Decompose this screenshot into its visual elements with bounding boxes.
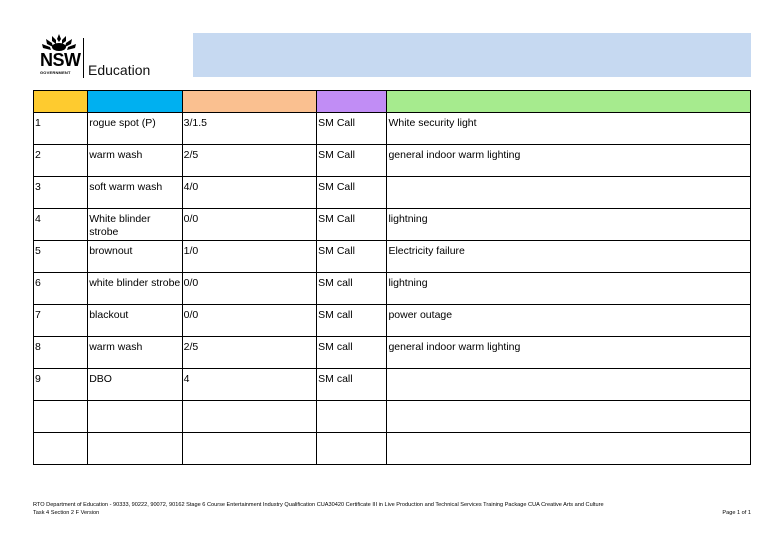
cell-num: 3 [34,177,88,209]
cell-num: 8 [34,337,88,369]
cell-level: 2/5 [182,145,317,177]
cell-num: 5 [34,241,88,273]
lighting-cue-table [33,90,751,465]
table-row [34,401,751,433]
cell-call: SM call [317,369,387,401]
table-row [34,241,751,273]
cell-level: 2/5 [182,337,317,369]
cell-call: SM call [317,337,387,369]
cell-level [182,433,317,465]
table-row [34,273,751,305]
cell-name [88,401,182,433]
page-number: Page 1 of 1 [722,510,751,516]
footer-line-2: Task 4 Section 2 F Version [33,510,100,516]
table-row [34,433,751,465]
cell-notes [387,433,751,465]
header-cell-4 [317,91,387,113]
header-title-box [193,33,751,77]
cell-notes: general indoor warm lighting [387,145,751,177]
cell-name: DBO [88,369,182,401]
cell-num: 7 [34,305,88,337]
cell-name: warm wash [88,337,182,369]
cell-num [34,401,88,433]
cell-num: 2 [34,145,88,177]
cell-notes: lightning [387,209,751,241]
table-row [34,305,751,337]
cell-name [88,433,182,465]
cell-notes: power outage [387,305,751,337]
cell-level: 0/0 [182,209,317,241]
cell-num: 1 [34,113,88,145]
cell-num: 4 [34,209,88,241]
cell-notes [387,401,751,433]
cell-num: 6 [34,273,88,305]
cell-name: brownout [88,241,182,273]
cell-level: 0/0 [182,305,317,337]
header-cell-2 [88,91,182,113]
logo-nsw-text: NSW [40,50,81,70]
cell-notes: White security light [387,113,751,145]
cell-notes: lightning [387,273,751,305]
cell-notes: Electricity failure [387,241,751,273]
cell-call: SM Call [317,113,387,145]
cell-name: blackout [88,305,182,337]
cell-call: SM call [317,305,387,337]
table-header-row [34,91,751,113]
cell-name: rogue spot (P) [88,113,182,145]
table-row [34,209,751,241]
cell-level: 4 [182,369,317,401]
cell-call [317,401,387,433]
logo-government-text: GOVERNMENT [40,70,71,75]
nsw-education-logo [38,30,168,82]
header-cell-1 [34,91,88,113]
cell-num: 9 [34,369,88,401]
table-row [34,337,751,369]
cell-call: SM Call [317,209,387,241]
table-row [34,113,751,145]
cell-num [34,433,88,465]
table-row [34,369,751,401]
cell-name: White blinder strobe [88,209,182,241]
cell-level: 0/0 [182,273,317,305]
table-row [34,177,751,209]
cell-name: soft warm wash [88,177,182,209]
cell-name: white blinder strobe [88,273,182,305]
cell-name: warm wash [88,145,182,177]
cell-level [182,401,317,433]
footer-line-1: RTO Department of Education - 90333, 90222, 90072, 90162 Stage 6 Course Entertainment Industry Qualification CUA30420 Certificate III in Live Production and Technical Services Training Package CUA Creative Arts and Culture [33,502,604,508]
cell-notes: general indoor warm lighting [387,337,751,369]
header-cell-3 [182,91,317,113]
cell-level: 4/0 [182,177,317,209]
header-cell-5 [387,91,751,113]
logo-divider [83,38,84,78]
cell-call: SM call [317,273,387,305]
logo-department-text: Education [88,62,151,78]
cell-call [317,433,387,465]
cell-level: 3/1.5 [182,113,317,145]
cell-notes [387,369,751,401]
table-row [34,145,751,177]
cell-call: SM Call [317,145,387,177]
cell-call: SM Call [317,241,387,273]
cell-notes [387,177,751,209]
cell-call: SM Call [317,177,387,209]
cell-level: 1/0 [182,241,317,273]
